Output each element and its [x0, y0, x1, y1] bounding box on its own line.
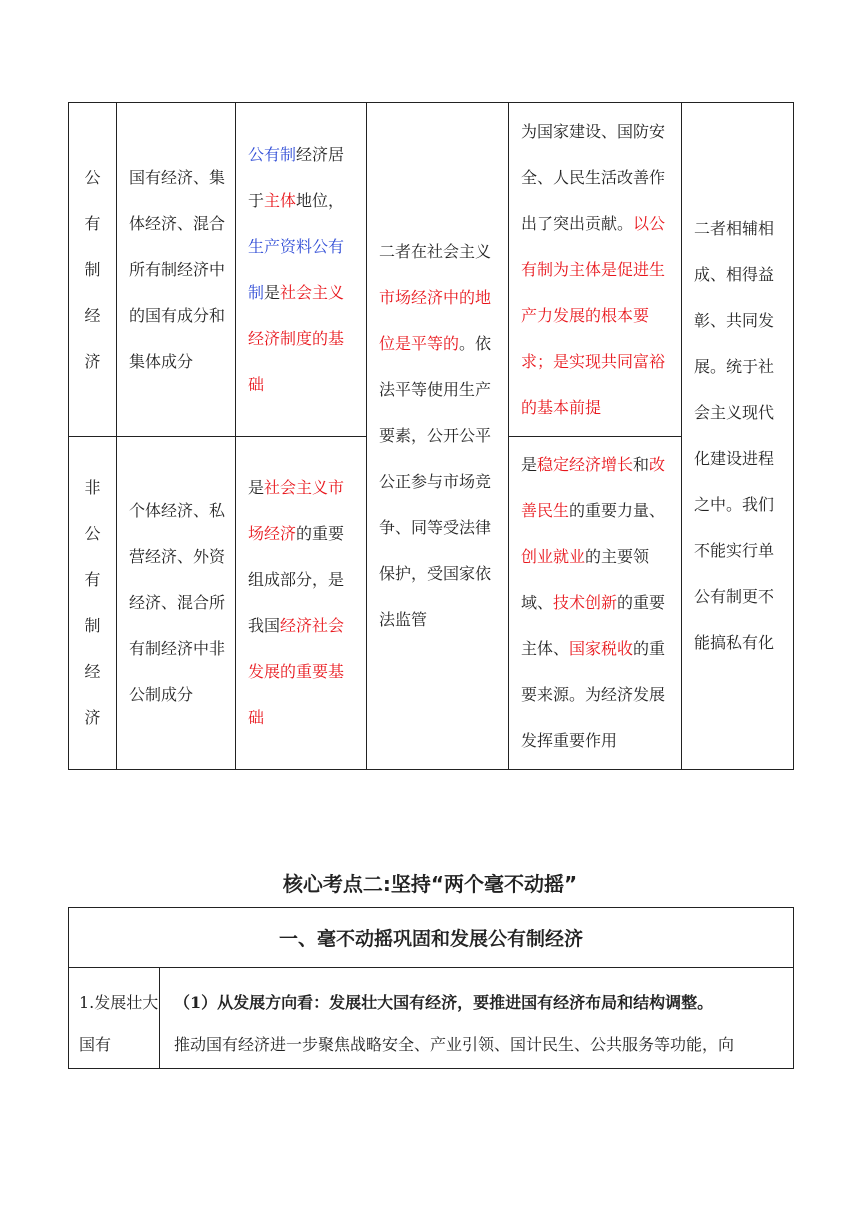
text-segment: 为国家建设、国防安全、人民生活改善作出了突出贡献。 [521, 121, 666, 233]
text-segment: 的重要力量、 [569, 501, 666, 520]
point-label: 1.发展壮大国有 [69, 968, 160, 1069]
relation-cell: 二者相辅相成、相得益彰、共同发展。统于社会主义现代化建设进程之中。我们不能实行单公有制更不能搞私有化 [682, 103, 794, 770]
section-table-header: 一、毫不动摇巩固和发展公有制经济 [69, 908, 794, 968]
text-segment: 国家税收 [569, 639, 634, 658]
public-economy-role [509, 103, 682, 437]
public-economy-scope: 国有经济、集体经济、混合所有制经济中的国有成分和集体成分 [117, 103, 236, 437]
section-heading: 核心考点二:坚持“两个毫不动摇” [282, 872, 578, 896]
label-char: 经 [84, 305, 101, 325]
label-char: 济 [84, 351, 101, 371]
equality-cell [367, 103, 509, 770]
text-segment: 经济居于 [248, 144, 345, 210]
label-char: 公 [84, 524, 101, 543]
text-segment: 社会主义市场经济 [248, 478, 345, 543]
nonpublic-economy-scope: 个体经济、私营经济、外资经济、混合所有制经济中非公制成分 [117, 437, 236, 770]
nonpublic-economy-role [509, 437, 682, 770]
text-segment: 是 [248, 478, 265, 497]
text-segment: 稳定经济增长 [537, 455, 634, 474]
point-text: 推动国有经济进一步聚焦战略安全、产业引领、国计民生、公共服务等功能，向 [174, 1035, 735, 1054]
text-segment: 技术创新 [553, 593, 618, 612]
text-segment: 二者在社会主义 [379, 242, 492, 261]
text-segment: 的重要来源。为经济发展发挥重要作用 [521, 639, 666, 750]
text-segment: 改善民生 [521, 455, 666, 520]
text-segment: 。依法平等使用生产要素，公开公平公正参与市场竞争、同等受法律保护，受国家依法监管 [379, 334, 492, 629]
text-segment: 主体 [264, 190, 297, 210]
section-table [68, 907, 794, 1069]
point-body [160, 968, 794, 1069]
label-char: 非 [84, 478, 101, 497]
text-segment: 以公有制为主体是促进生产力发展的根本要求；是实现共同富裕的基本前提 [521, 213, 666, 417]
label-char: 公 [84, 167, 101, 187]
text-segment: 生产资料公有制 [248, 236, 345, 302]
text-segment: 创业就业 [521, 547, 586, 566]
label-char: 经 [84, 662, 101, 681]
text-segment: 经济社会发展的重要基础 [248, 616, 345, 727]
nonpublic-economy-status [236, 437, 367, 770]
label-char: 制 [84, 616, 101, 635]
text-segment: 是 [264, 282, 281, 302]
label-char: 制 [84, 259, 101, 279]
text-segment: 的重要主体、 [521, 593, 666, 658]
public-economy-label [69, 103, 117, 437]
text-segment: 社会主义经济制度的基础 [248, 282, 345, 394]
text-segment: 市场经济中的地位是平等的 [379, 288, 492, 353]
text-segment: 地位， [296, 190, 345, 210]
economy-comparison-table [68, 102, 794, 770]
label-char: 济 [84, 708, 101, 727]
public-economy-status [236, 103, 367, 437]
text-segment: 的重要组成部分，是我国 [248, 524, 345, 635]
label-char: 有 [84, 213, 101, 233]
text-segment: 的主要领域、 [521, 547, 650, 612]
label-char: 有 [84, 570, 101, 589]
nonpublic-economy-label [69, 437, 117, 770]
text-segment: 公有制 [248, 144, 297, 164]
text-segment: 和 [633, 455, 650, 474]
text-segment: 是 [521, 455, 538, 474]
point-title: （1）从发展方向看：发展壮大国有经济，要推进国有经济布局和结构调整。 [174, 993, 714, 1012]
